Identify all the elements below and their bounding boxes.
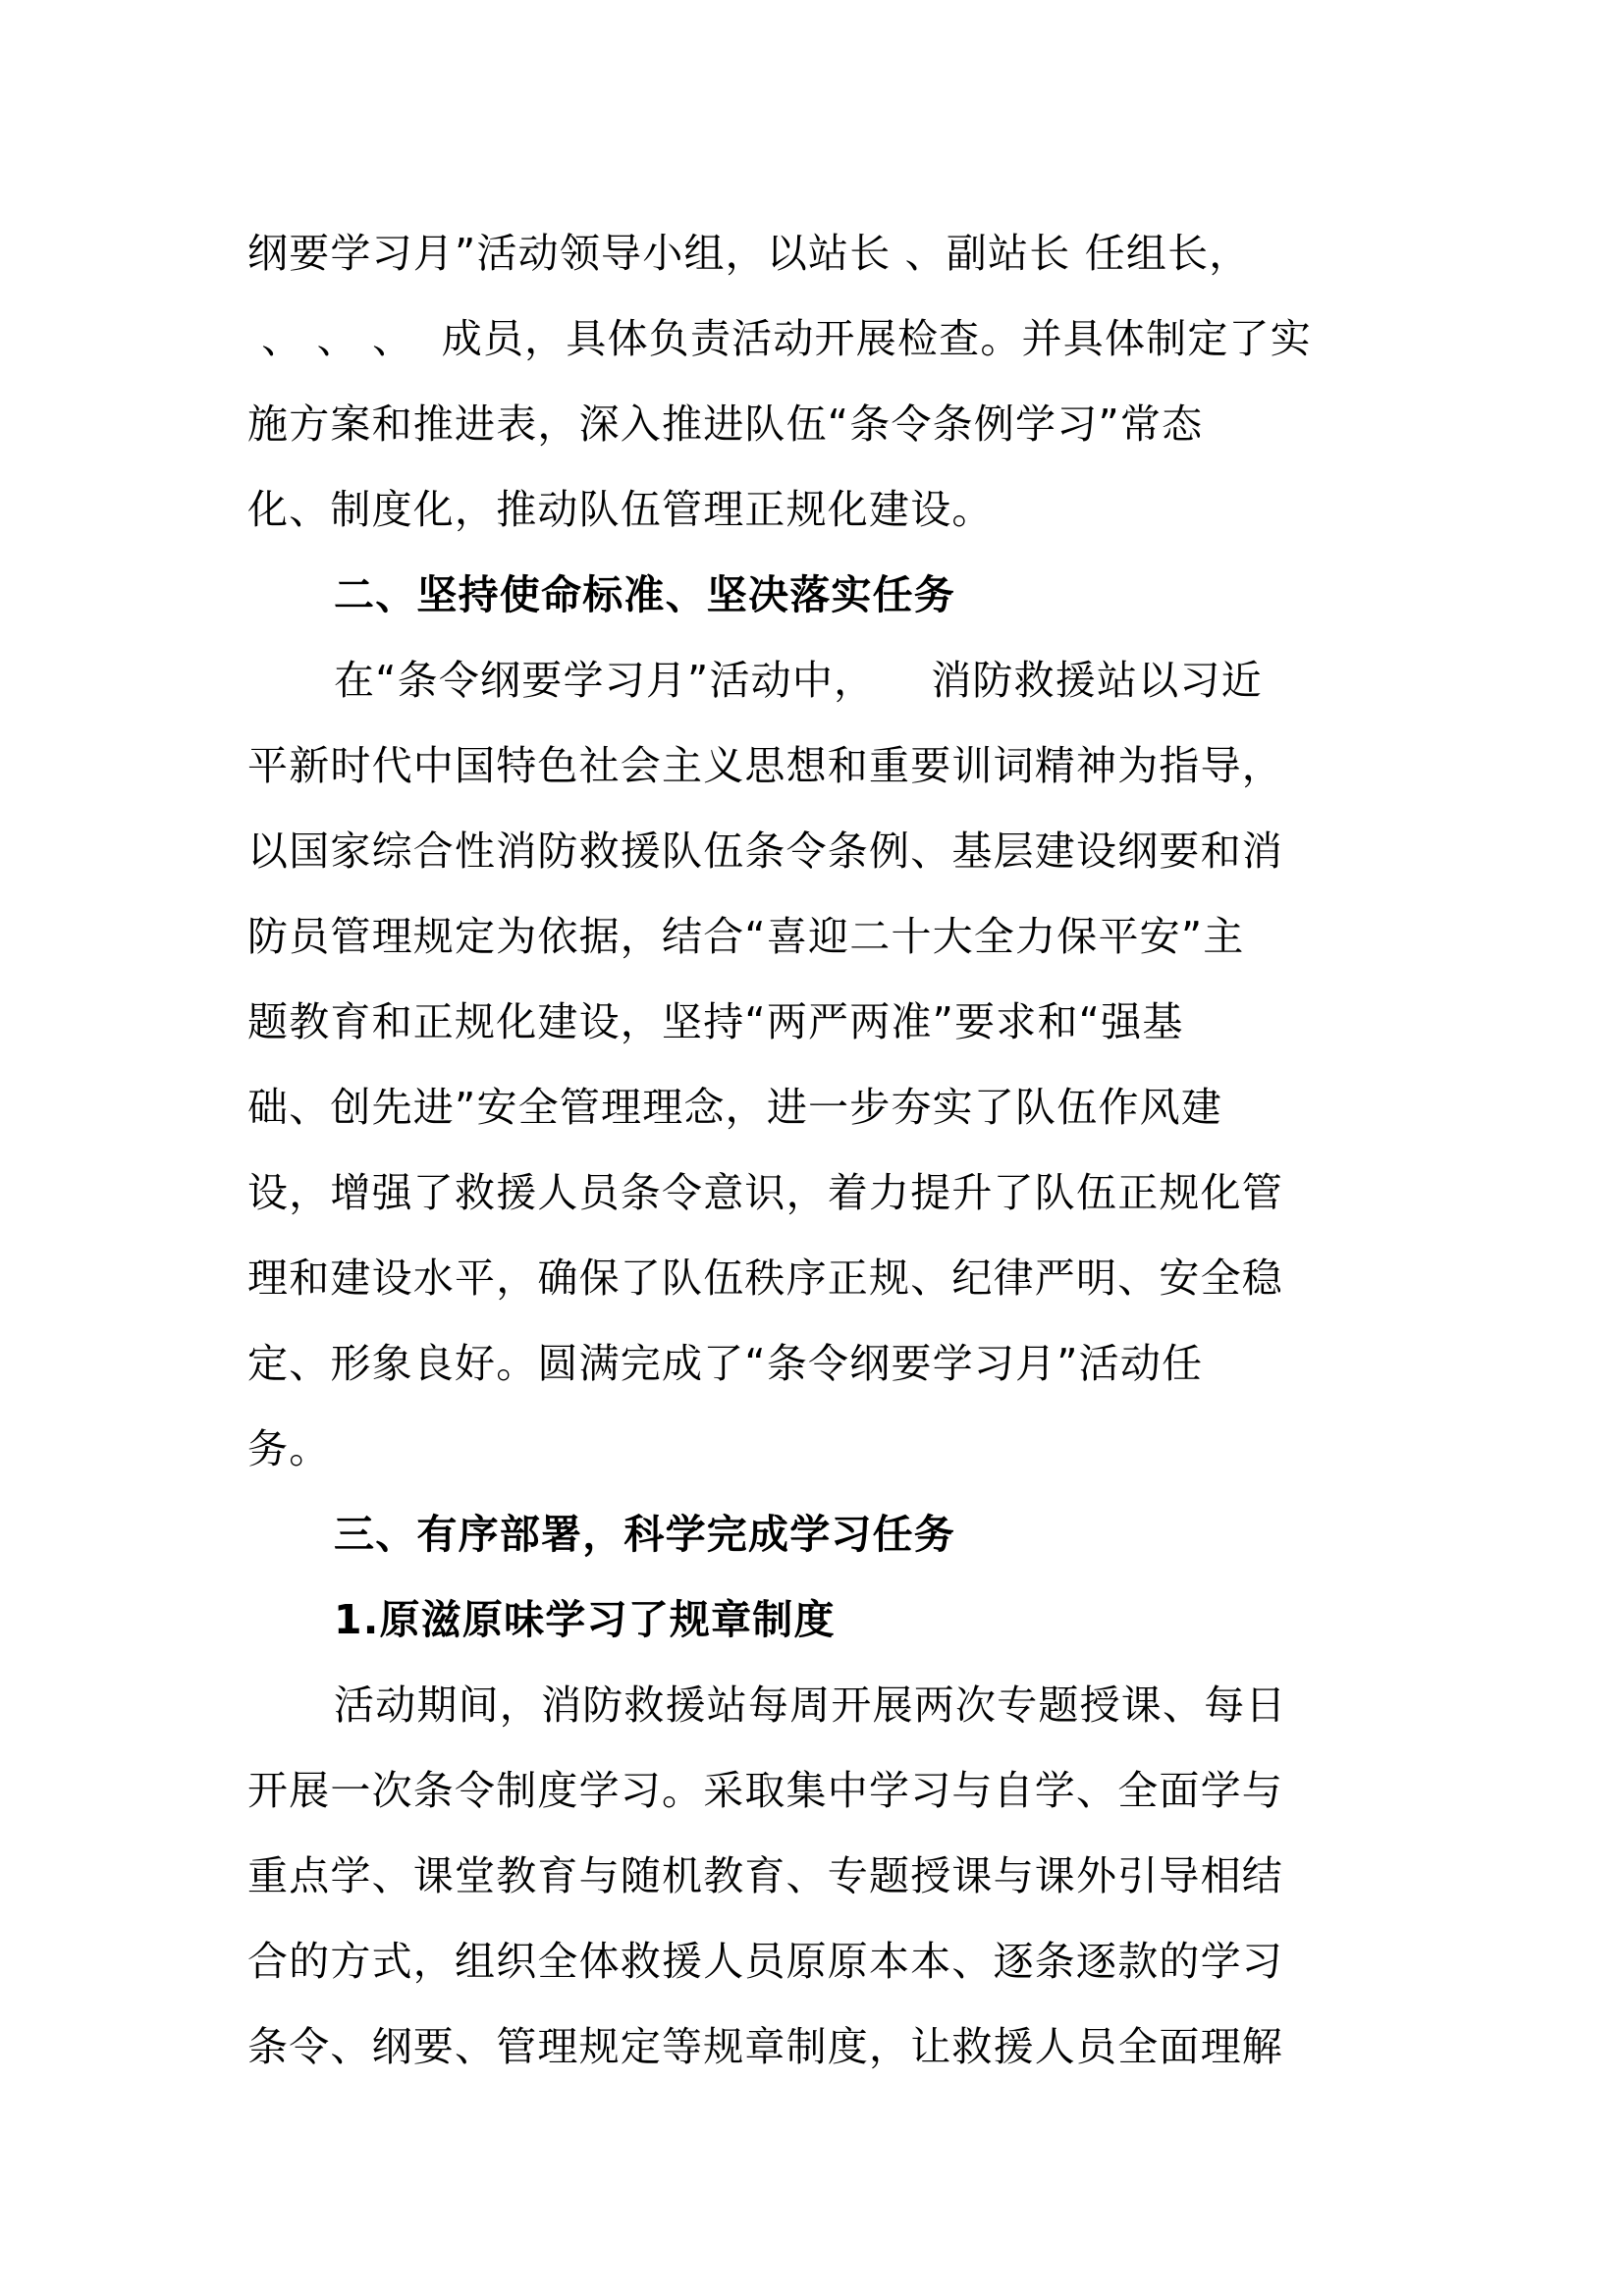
body-text-line: 施方案和推进表，深入推进队伍“条令条例学习”常态 [247,400,1204,448]
body-text-line: 平新时代中国特色社会主义思想和重要训词精神为指导， [247,742,1283,789]
body-text-line: 合的方式，组织全体救援人员原原本本、逐条逐款的学习 [247,1938,1283,1985]
body-text-line: 题教育和正规化建设，坚持“两严两准”要求和“强基 [247,998,1184,1045]
body-text-line: 开展一次条令制度学习。采取集中学习与自学、全面学与 [247,1767,1283,1814]
body-text-line: 定、形象良好。圆满完成了“条令纲要学习月”活动任 [247,1340,1204,1387]
body-text-line: 活动期间，消防救援站每周开展两次专题授课、每日 [334,1682,1287,1729]
body-text-line: 化、制度化，推动队伍管理正规化建设。 [247,486,994,533]
body-text-line: 理和建设水平，确保了队伍秩序正规、纪律严明、安全稳 [247,1255,1283,1302]
body-text-line: 在“条令纲要学习月”活动中， 消防救援站以习近 [334,657,1263,704]
body-text-line: 条令、纲要、管理规定等规章制度，让救援人员全面理解 [247,2023,1283,2070]
body-text-line: 设，增强了救援人员条令意识，着力提升了队伍正规化管 [247,1169,1283,1216]
section-heading: 三、有序部署，科学完成学习任务 [334,1511,955,1558]
body-text-line: 础、创先进”安全管理理念，进一步夯实了队伍作风建 [247,1084,1223,1131]
section-heading: 二、坚持使命标准、坚决落实任务 [334,571,955,618]
body-text-line: 防员管理规定为依据，结合“喜迎二十大全力保平安”主 [247,913,1245,960]
body-text-line: 务。 [247,1425,331,1472]
body-text-line: 纲要学习月”活动领导小组，以站长 、副站长 任组长， [247,230,1251,277]
body-text-line: 、 、 、 成员，具体负责活动开展检查。并具体制定了实 [247,315,1312,362]
body-text-line: 以国家综合性消防救援队伍条令条例、基层建设纲要和消 [247,828,1283,875]
body-text-line: 重点学、课堂教育与随机教育、专题授课与课外引导相结 [247,1852,1283,1899]
subsection-heading: 1.原滋原味学习了规章制度 [334,1596,836,1643]
